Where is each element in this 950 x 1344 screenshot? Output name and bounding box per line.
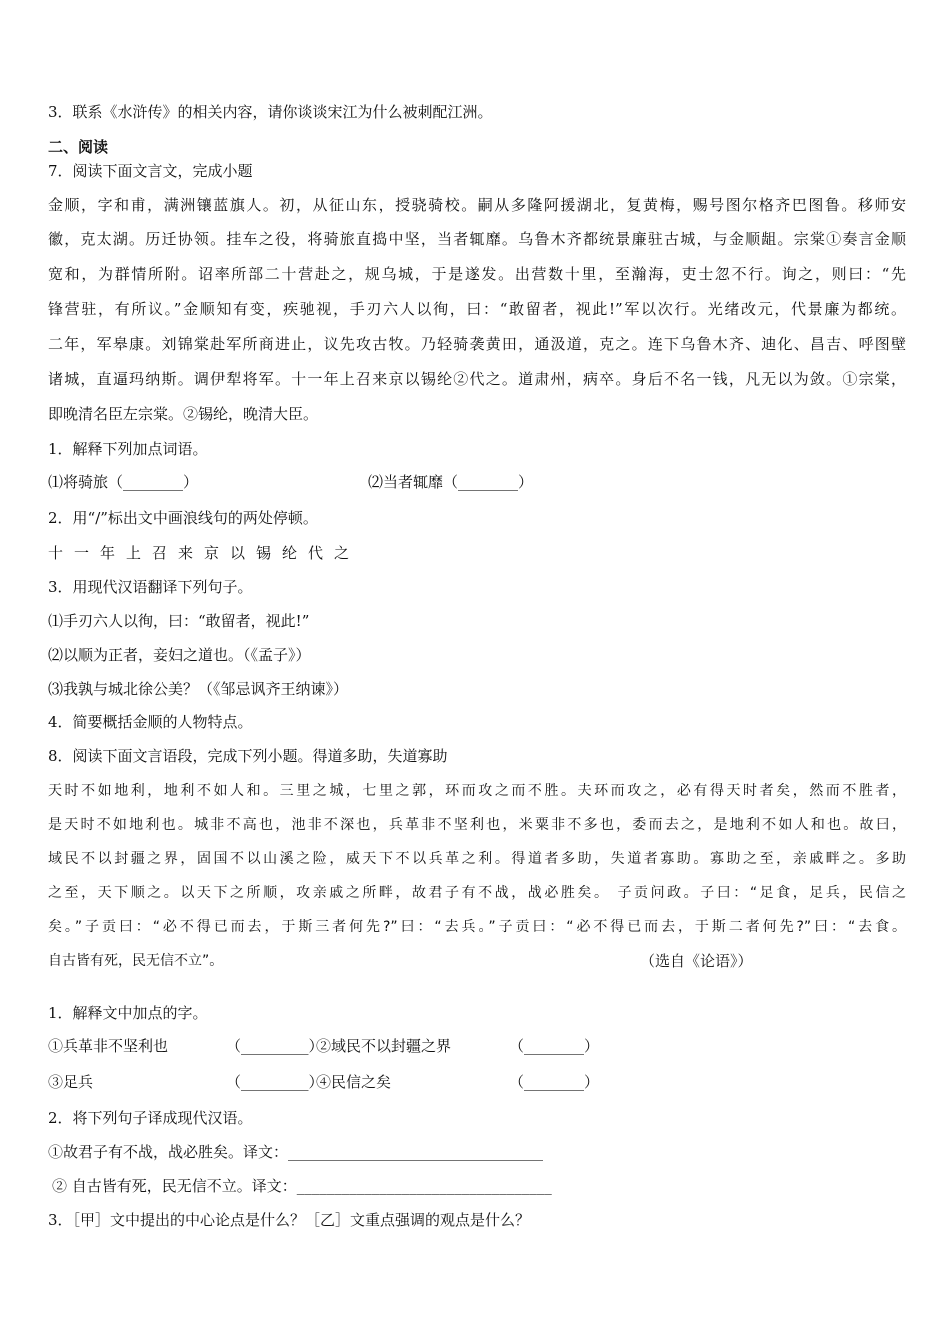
q8-sub1-item-3-label: ③足兵 — [48, 1073, 94, 1091]
q7-sub3-item-b: ⑵以顺为正者，妾妇之道也。（《孟子》） — [48, 646, 311, 664]
q7-sub3-item-c: ⑶我孰与城北徐公美？（《邹忌讽齐王纳谏》） — [48, 680, 349, 698]
q8-sub1-item-4-blank: （________） — [509, 1073, 600, 1091]
q8-passage-line-3: 域民不以封疆之界，固国不以山溪之险，威天下不以兵革之利。得道者多助，失道者寡助。寡助之至，亲戚畔之。多助 — [48, 851, 906, 867]
q7-passage-line-6: 诸城，直逼玛纳斯。调伊犁将军。十一年上召来京以锡纶②代之。道肃州，病卒。身后不名一钱，凡无以为敛。①宗棠， — [48, 370, 906, 388]
q8-passage-line-2: 是天时不如地利也。城非不高也，池非不深也，兵革非不坚利也，米粟非不多也，委而去之，是地利不如人和也。故曰， — [48, 817, 906, 833]
q8-passage-line-1: 天时不如地利，地利不如人和。三里之城，七里之郭，环而攻之而不胜。夫环而攻之，必有得天时者矣，然而不胜者， — [48, 783, 906, 799]
q8-sub1: 1．解释文中加点的字。 — [48, 1004, 208, 1022]
q8-source: （选自《论语》） — [640, 952, 753, 970]
q8-sub3: 3．［甲］文中提出的中心论点是什么？［乙］文重点强调的观点是什么？ — [48, 1211, 531, 1229]
q8-sub1-item-2-blank: （________） — [509, 1037, 600, 1055]
q8-passage-line-5: 矣。”子贡曰：“必不得已而去，于斯三者何先?”曰：“去兵。”子贡曰：“必不得已而去，于斯二者何先?”曰：“去食。 — [48, 919, 906, 935]
q7-sub2: 2．用“/”标出文中画浪线句的两处停顿。 — [48, 509, 318, 527]
q7-sub3: 3．用现代汉语翻译下列句子。 — [48, 578, 253, 596]
q7-passage-line-1: 金顺，字和甫，满洲镶蓝旗人。初，从征山东，授骁骑校。嗣从多隆阿援湖北，复黄梅，赐号图尔格齐巴图鲁。移师安 — [48, 196, 906, 214]
q7-passage-line-5: 二年，军皋康。刘锦棠赴军所商进止，议先攻古牧。乃轻骑袭黄田，通汲道，克之。连下乌鲁木齐、迪化、昌吉、呼图壁 — [48, 335, 906, 353]
section-title: 二、阅读 — [48, 138, 109, 156]
q8-sub1-item-3-blank: （_________） — [226, 1073, 324, 1091]
q7-title: 7．阅读下面文言文，完成小题 — [48, 162, 253, 180]
q8-passage-line-6: 自古皆有死，民无信不立”。 — [48, 953, 224, 969]
q8-sub2-item-b: ② 自古皆有死，民无信不立。译文：__________________________________ — [52, 1177, 552, 1195]
q7-sub2-text: 十一年上召来京以锡纶代之 — [48, 544, 361, 562]
q8-passage-line-4: 之至，天下顺之。以天下之所顺，攻亲戚之所畔，故君子有不战，战必胜矣。 子贡问政。子曰：“足食，足兵，民信之 — [48, 885, 906, 901]
q7-passage-line-2: 徽，克太湖。历迁协领。挂车之役，将骑旅直捣中坚，当者辄靡。乌鲁木齐都统景廉驻古城，与金顺龃。宗棠①奏言金顺 — [48, 230, 906, 248]
q7-passage-line-7: 即晚清名臣左宗棠。②锡纶，晚清大臣。 — [48, 405, 319, 423]
q8-sub1-item-2-label: ②域民不以封疆之界 — [316, 1037, 452, 1055]
q7-sub1-item-b: ⑵当者辄靡（________） — [368, 473, 534, 491]
q8-sub1-item-1-blank: （_________） — [226, 1037, 324, 1055]
q7-sub1: 1．解释下列加点词语。 — [48, 440, 208, 458]
q8-title: 8．阅读下面文言语段，完成下列小题。得道多助，失道寡助 — [48, 747, 448, 765]
q7-passage-line-4: 锋营驻，有所议。”金顺知有变，疾驰视，手刃六人以徇，曰：“敢留者，视此!”军以次行。光绪改元，代景廉为都统。 — [48, 300, 906, 318]
q7-passage-line-3: 宽和，为群情所附。诏率所部二十营赴之，规乌城，于是遂发。出营数十里，至瀚海，吏士忽不行。询之，则曰：“先 — [48, 265, 906, 283]
q7-sub3-item-a: ⑴手刃六人以徇，曰：“敢留者，视此!” — [48, 612, 310, 630]
question-3-shuihu: 3．联系《水浒传》的相关内容，请你谈谈宋江为什么被刺配江洲。 — [48, 103, 493, 121]
q7-sub4: 4．简要概括金顺的人物特点。 — [48, 713, 253, 731]
q8-sub2-item-a: ①故君子有不战，战必胜矣。译文：__________________________________ — [48, 1143, 544, 1161]
q7-sub1-item-a: ⑴将骑旅（________） — [48, 473, 199, 491]
q8-sub1-item-4-label: ④民信之矣 — [316, 1073, 392, 1091]
q8-sub2: 2．将下列句子译成现代汉语。 — [48, 1109, 253, 1127]
q8-sub1-item-1-label: ①兵革非不坚利也 — [48, 1037, 169, 1055]
